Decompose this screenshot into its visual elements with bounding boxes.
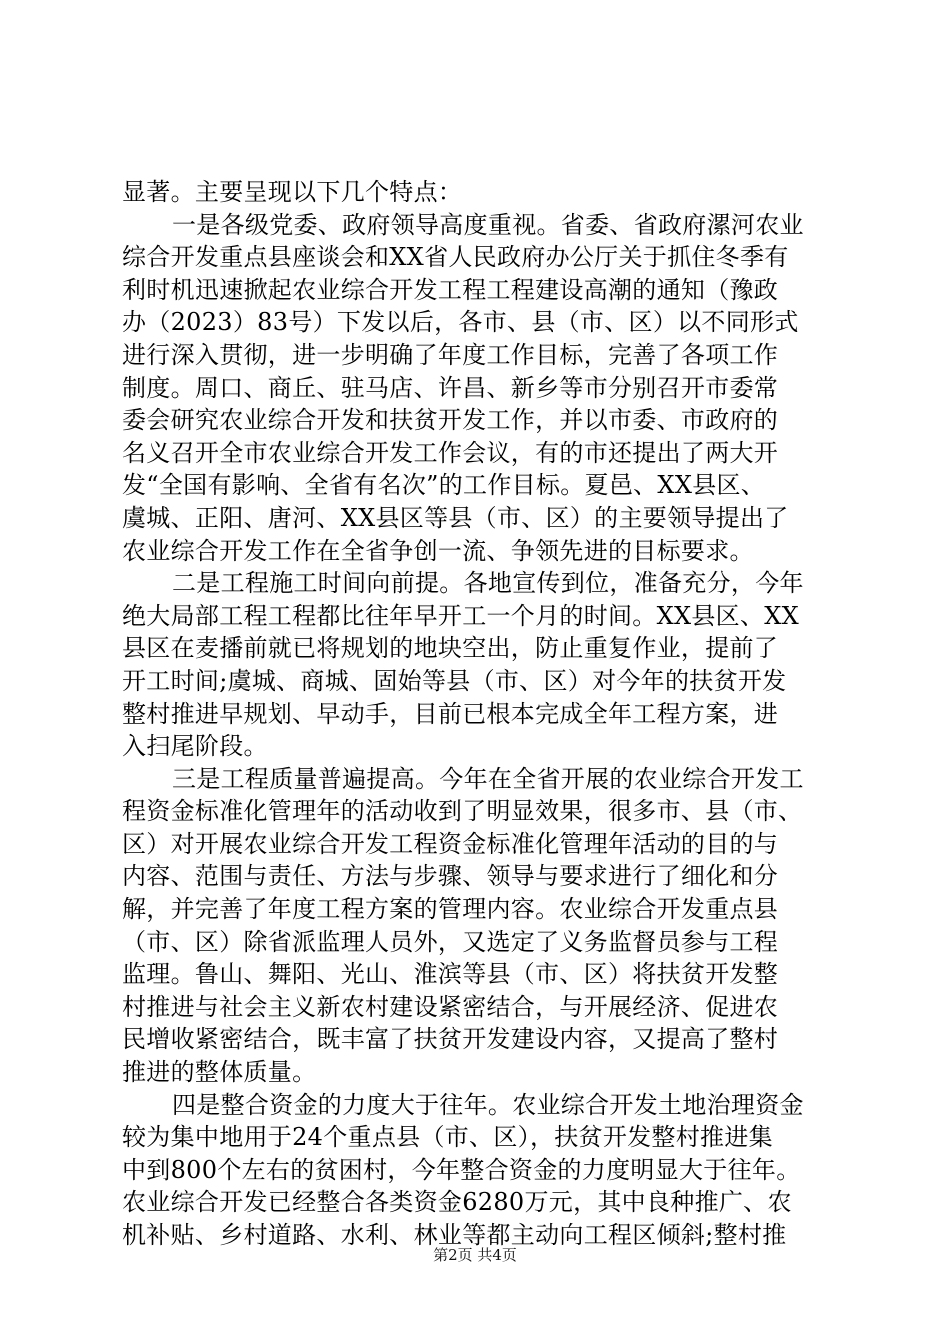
text-line: 虞城、正阳、唐河、XX县区等县（市、区）的主要领导提出了 (122, 503, 789, 532)
text-line: 中到800个左右的贫困村，今年整合资金的力度明显大于往年。 (122, 1155, 801, 1184)
text-line: 县区在麦播前就已将规划的地块空出，防止重复作业，提前了 (122, 634, 779, 663)
text-line: 解，并完善了年度工程方案的管理内容。农业综合开发重点县 (122, 895, 779, 924)
text-line: 办（2023）83号）下发以后，各市、县（市、区）以不同形式 (122, 308, 799, 337)
text-line: 委会研究农业综合开发和扶贫开发工作，并以市委、市政府的 (122, 406, 779, 435)
text-line: 监理。鲁山、舞阳、光山、淮滨等县（市、区）将扶贫开发整 (122, 960, 779, 989)
text-line: 区）对开展农业综合开发工程资金标准化管理年活动的目的与 (122, 829, 779, 858)
text-line: 较为集中地用于24个重点县（市、区），扶贫开发整村推进集 (122, 1123, 773, 1152)
text-line: （市、区）除省派监理人员外，又选定了义务监督员参与工程 (122, 927, 779, 956)
text-line: 开工时间;虞城、商城、固始等县（市、区）对今年的扶贫开发 (122, 666, 787, 695)
document-body (122, 176, 842, 1252)
text-line: 民增收紧密结合，既丰富了扶贫开发建设内容，又提高了整村 (122, 1025, 779, 1054)
text-line: 机补贴、乡村道路、水利、林业等都主动向工程区倾斜;整村推 (122, 1221, 787, 1249)
text-line: 程资金标准化管理年的活动收到了明显效果，很多市、县（市、 (122, 797, 803, 826)
text-line: 入扫尾阶段。 (122, 732, 268, 761)
text-line: 显著。主要呈现以下几个特点： (122, 178, 463, 206)
text-line: 农业综合开发已经整合各类资金6280万元，其中良种推广、农 (122, 1188, 792, 1217)
paragraph-3-start: 三是工程质量普遍提高。今年在全省开展的农业综合开发工 (172, 764, 804, 793)
text-line: 整村推进早规划、早动手，目前已根本完成全年工程方案，进 (122, 699, 779, 728)
text-line: 进行深入贯彻，进一步明确了年度工作目标，完善了各项工作 (122, 340, 779, 369)
text-line: 名义召开全市农业综合开发工作会议，有的市还提出了两大开 (122, 438, 779, 467)
text-line: 内容、范围与责任、方法与步骤、领导与要求进行了细化和分 (122, 862, 779, 891)
text-line: 制度。周口、商丘、驻马店、许昌、新乡等市分别召开市委常 (122, 373, 779, 402)
page-footer (0, 1245, 950, 1265)
paragraph-1-start: 一是各级党委、政府领导高度重视。省委、省政府漯河农业 (172, 210, 804, 239)
text-line: 绝大局部工程工程都比往年早开工一个月的时间。XX县区、XX (122, 601, 800, 630)
paragraph-4-start: 四是整合资金的力度大于往年。农业综合开发土地治理资金 (172, 1090, 804, 1119)
text-line: 综合开发重点县座谈会和XX省人民政府办公厅关于抓住冬季有 (122, 243, 789, 272)
page-number-label: 第2页 共4页 (433, 1246, 517, 1264)
text-line: 发“全国有影响、全省有名次”的工作目标。夏邑、XX县区、 (122, 471, 766, 500)
text-line: 利时机迅速掀起农业综合开发工程工程建设高潮的通知（豫政 (122, 275, 779, 304)
paragraph-2-start: 二是工程施工时间向前提。各地宣传到位，准备充分，今年 (172, 569, 804, 598)
text-line: 村推进与社会主义新农村建设紧密结合，与开展经济、促进农 (122, 992, 779, 1021)
text-line: 农业综合开发工作在全省争创一流、争领先进的目标要求。 (122, 536, 754, 565)
text-line: 推进的整体质量。 (122, 1058, 317, 1087)
